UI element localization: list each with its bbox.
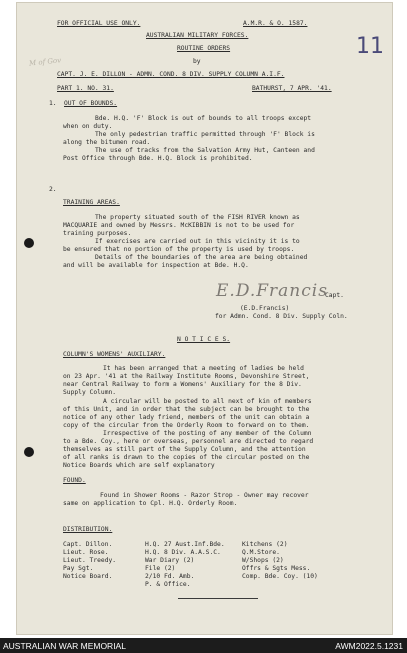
distribution-heading: DISTRIBUTION. <box>63 526 113 533</box>
distribution-entry: Offrs & Sgts Mess. <box>242 565 311 572</box>
body-line: copy of the circular from the Orderly Room to forward on to them. <box>63 422 310 429</box>
signatory-name: (E.D.Francis) <box>240 305 290 312</box>
handwritten-signature: E.D.Francis <box>216 281 328 301</box>
section-number: 2. <box>49 186 57 193</box>
body-line: and will be available for inspection at Bde. H.Q. <box>63 262 249 269</box>
body-line: when on duty. <box>63 123 113 130</box>
body-line: notice of any other lady friend, members of the unit can obtain a <box>63 414 310 421</box>
distribution-entry: File (2) <box>145 565 176 572</box>
body-line: Post Office through Bde. H.Q. Block is prohibited. <box>63 155 253 162</box>
body-line: Bde. H.Q. 'F' Block is out of bounds to all troops except <box>95 115 312 122</box>
body-line: The only pedestrian traffic permitted through 'F' Block is <box>95 131 315 138</box>
distribution-entry: 2/10 Fd. Amb. <box>145 573 195 580</box>
body-line: of this Unit, and in order that the subject can be brought to the <box>63 406 310 413</box>
organisation-heading: AUSTRALIAN MILITARY FORCES. <box>146 32 249 39</box>
distribution-entry: H.Q. 8 Div. A.A.S.C. <box>145 549 221 556</box>
distribution-entry: H.Q. 27 Aust.Inf.Bde. <box>145 541 225 548</box>
document-title: ROUTINE ORDERS <box>177 45 231 52</box>
body-line: near Central Railway to form a Womens' Auxiliary for the 8 Div. <box>63 381 302 388</box>
body-line: on 23 Apr. '41 at the Railway Institute Rooms, Devonshire Street, <box>63 373 310 380</box>
footer-institution: AUSTRALIAN WAR MEMORIAL <box>3 641 126 651</box>
punch-hole <box>24 238 34 248</box>
body-line: to a Bde. Coy., here or overseas, personnel are directed to regard <box>63 438 314 445</box>
distribution-entry: Notice Board. <box>63 573 113 580</box>
body-line: training purposes. <box>63 230 132 237</box>
body-line: The property situated south of the FISH RIVER known as <box>95 214 300 221</box>
distribution-entry: W/Shops (2) <box>242 557 284 564</box>
body-line: of all ranks is drawn to the copies of the circular posted on the <box>63 454 310 461</box>
body-line: If exercises are carried out in this vicinity it is to <box>95 238 300 245</box>
body-line: Found in Shower Rooms - Razor Strop - Owner may recover <box>100 492 309 499</box>
body-line: be ensured that no portion of the property is used by troops. <box>63 246 295 253</box>
distribution-entry: Capt. Dillon. <box>63 541 113 548</box>
place-date: BATHURST, 7 APR. '41. <box>252 85 332 92</box>
distribution-entry: Kitchens (2) <box>242 541 288 548</box>
closing-rule <box>178 598 258 599</box>
body-line: Notice Boards which are self explanatory <box>63 462 215 469</box>
distribution-entry: Lieut. Rose. <box>63 549 109 556</box>
distribution-entry: Pay Sgt. <box>63 565 94 572</box>
signatory-role: for Admn. Cond. 8 Div. Supply Coln. <box>215 313 348 320</box>
section-number: 1. <box>49 100 57 107</box>
body-line: along the bitumen road. <box>63 139 151 146</box>
section-heading: TRAINING AREAS. <box>63 199 120 206</box>
punch-hole <box>24 447 34 457</box>
body-line: MACQUARIE and owned by Messrs. McKIBBIN is not to be used for <box>63 222 295 229</box>
body-line: same on application to Cpl. H.Q. Orderly Room. <box>63 500 238 507</box>
body-line: It has been arranged that a meeting of ladies be held <box>103 365 304 372</box>
body-line: Supply Column. <box>63 389 117 396</box>
distribution-entry: Q.M.Store. <box>242 549 280 556</box>
notice-heading: FOUND. <box>63 477 86 484</box>
archive-mark: 11 <box>356 34 384 59</box>
distribution-entry: War Diary (2) <box>145 557 195 564</box>
classification-label: FOR OFFICIAL USE ONLY. <box>57 20 141 27</box>
part-number: PART 1. NO. 31. <box>57 85 114 92</box>
body-line: Irrespective of the posting of any member of the Column <box>103 430 312 437</box>
by-line: by <box>193 58 201 65</box>
footer-accession-number: AWM2022.5.1231 <box>335 641 403 651</box>
body-line: A circular will be posted to all next of kin of members <box>103 398 312 405</box>
distribution-entry: Lieut. Treedy. <box>63 557 117 564</box>
distribution-entry: Comp. Bde. Coy. (10) <box>242 573 318 580</box>
notice-heading: COLUMN'S WOMENS' AUXILIARY. <box>63 351 166 358</box>
reference-number: A.M.R. & O. 1587. <box>243 20 308 27</box>
body-line: themselves as still part of the Supply Column, and the attention <box>63 446 306 453</box>
body-line: The use of tracks from the Salvation Army Hut, Canteen and <box>95 147 315 154</box>
body-line: Details of the boundaries of the area are being obtained <box>95 254 308 261</box>
pencil-annotation: M of Gov <box>28 56 62 68</box>
signatory-rank: Capt. <box>325 292 344 299</box>
notices-title: N O T I C E S. <box>177 336 231 343</box>
distribution-entry: P. & Office. <box>145 581 191 588</box>
authority-line: CAPT. J. E. DILLON - ADMN. COND. 8 DIV. SUPPLY COLUMN A.I.F. <box>57 71 285 78</box>
section-heading: OUT OF BOUNDS. <box>64 100 118 107</box>
